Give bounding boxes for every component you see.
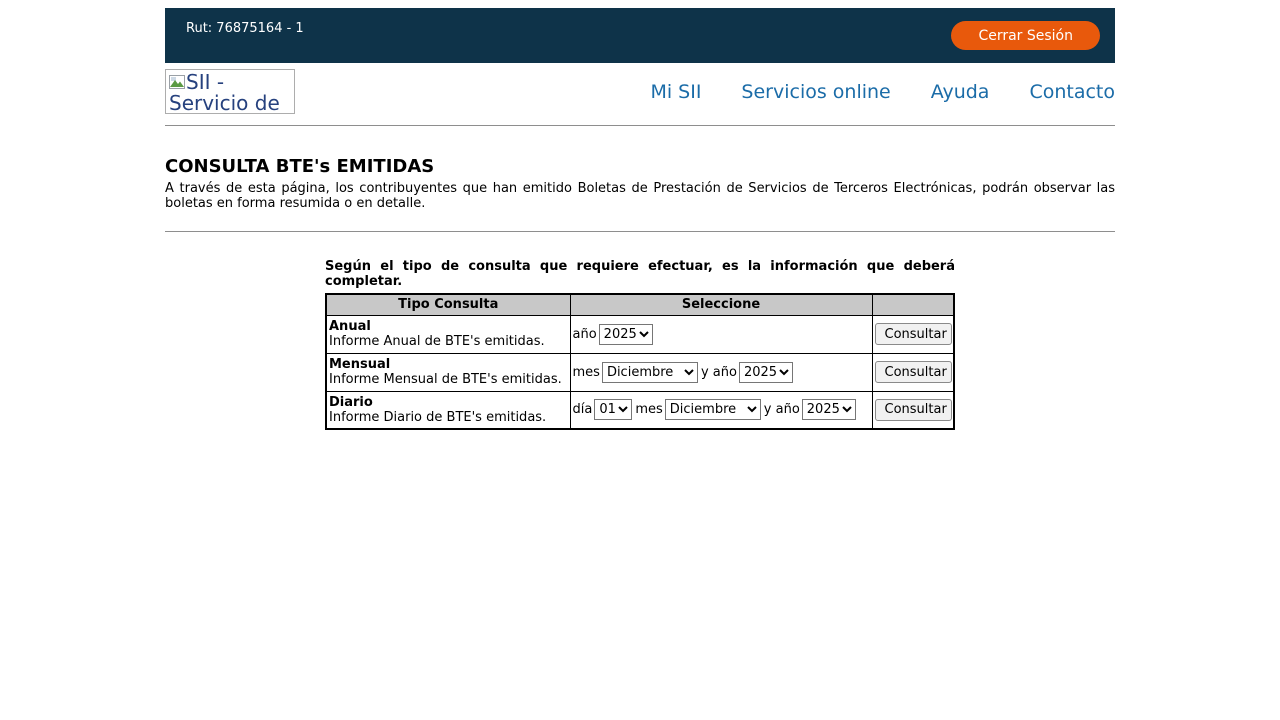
session-topbar [165, 8, 1115, 63]
instruction-text: Según el tipo de consulta que requiere efectuar, es la información que deberá completar. [325, 259, 955, 289]
row-detail-anual: Informe Anual de BTE's emitidas. [329, 334, 545, 349]
column-header-seleccione: Seleccione [570, 294, 872, 315]
mensual-year-select[interactable] [739, 362, 793, 383]
consulta-section [325, 259, 955, 430]
consulta-table [325, 293, 955, 430]
diario-month-select[interactable] [665, 399, 761, 420]
diario-month-label: mes [635, 402, 663, 418]
row-detail-mensual: Informe Mensual de BTE's emitidas. [329, 372, 562, 387]
sii-logo-link[interactable] [165, 69, 295, 114]
diario-day-select[interactable] [594, 399, 632, 420]
nav-servicios-online[interactable]: Servicios online [741, 81, 891, 103]
page-description: A través de esta página, los contribuyentes que han emitido Boletas de Prestación de Servicios de Terceros Electrónicas, podrán observar las boletas en forma resumida o en detalle. [165, 181, 1115, 211]
row-type-mensual: Mensual [329, 357, 391, 372]
row-type-anual: Anual [329, 319, 371, 334]
diario-year-label: y año [763, 402, 800, 418]
consultar-mensual-button[interactable]: Consultar [875, 361, 952, 383]
mensual-year-label: y año [700, 364, 737, 380]
diario-day-label: día [572, 402, 593, 418]
mensual-month-select[interactable] [602, 362, 698, 383]
broken-image-icon [169, 74, 185, 88]
row-detail-diario: Informe Diario de BTE's emitidas. [329, 409, 547, 425]
logo-alt-text: SII - Servicio de [169, 70, 280, 114]
column-header-action [872, 294, 954, 315]
table-row-diario [326, 391, 954, 429]
table-header-row [326, 294, 954, 315]
page-title: CONSULTA BTE's EMITIDAS [165, 156, 435, 177]
consultar-anual-button[interactable]: Consultar [875, 323, 952, 345]
table-row-anual [326, 315, 954, 353]
header-divider [165, 125, 1115, 126]
table-row-mensual [326, 353, 954, 391]
site-header [165, 63, 1115, 125]
diario-year-select[interactable] [802, 399, 856, 420]
nav-mi-sii[interactable]: Mi SII [650, 81, 702, 103]
mensual-month-label: mes [572, 364, 600, 380]
nav-ayuda[interactable]: Ayuda [930, 81, 990, 103]
column-header-tipo-consulta: Tipo Consulta [326, 294, 570, 315]
content-divider [165, 231, 1115, 232]
nav-contacto[interactable]: Contacto [1029, 81, 1115, 103]
page [165, 8, 1115, 430]
consultar-diario-button[interactable]: Consultar [875, 399, 952, 421]
rut-label: Rut: 76875164 - 1 [186, 21, 304, 36]
anual-year-select[interactable] [599, 324, 653, 345]
row-type-diario: Diario [329, 394, 373, 410]
logout-button[interactable]: Cerrar Sesión [951, 21, 1100, 50]
main-nav [650, 81, 1115, 103]
anual-year-label: año [572, 326, 597, 342]
